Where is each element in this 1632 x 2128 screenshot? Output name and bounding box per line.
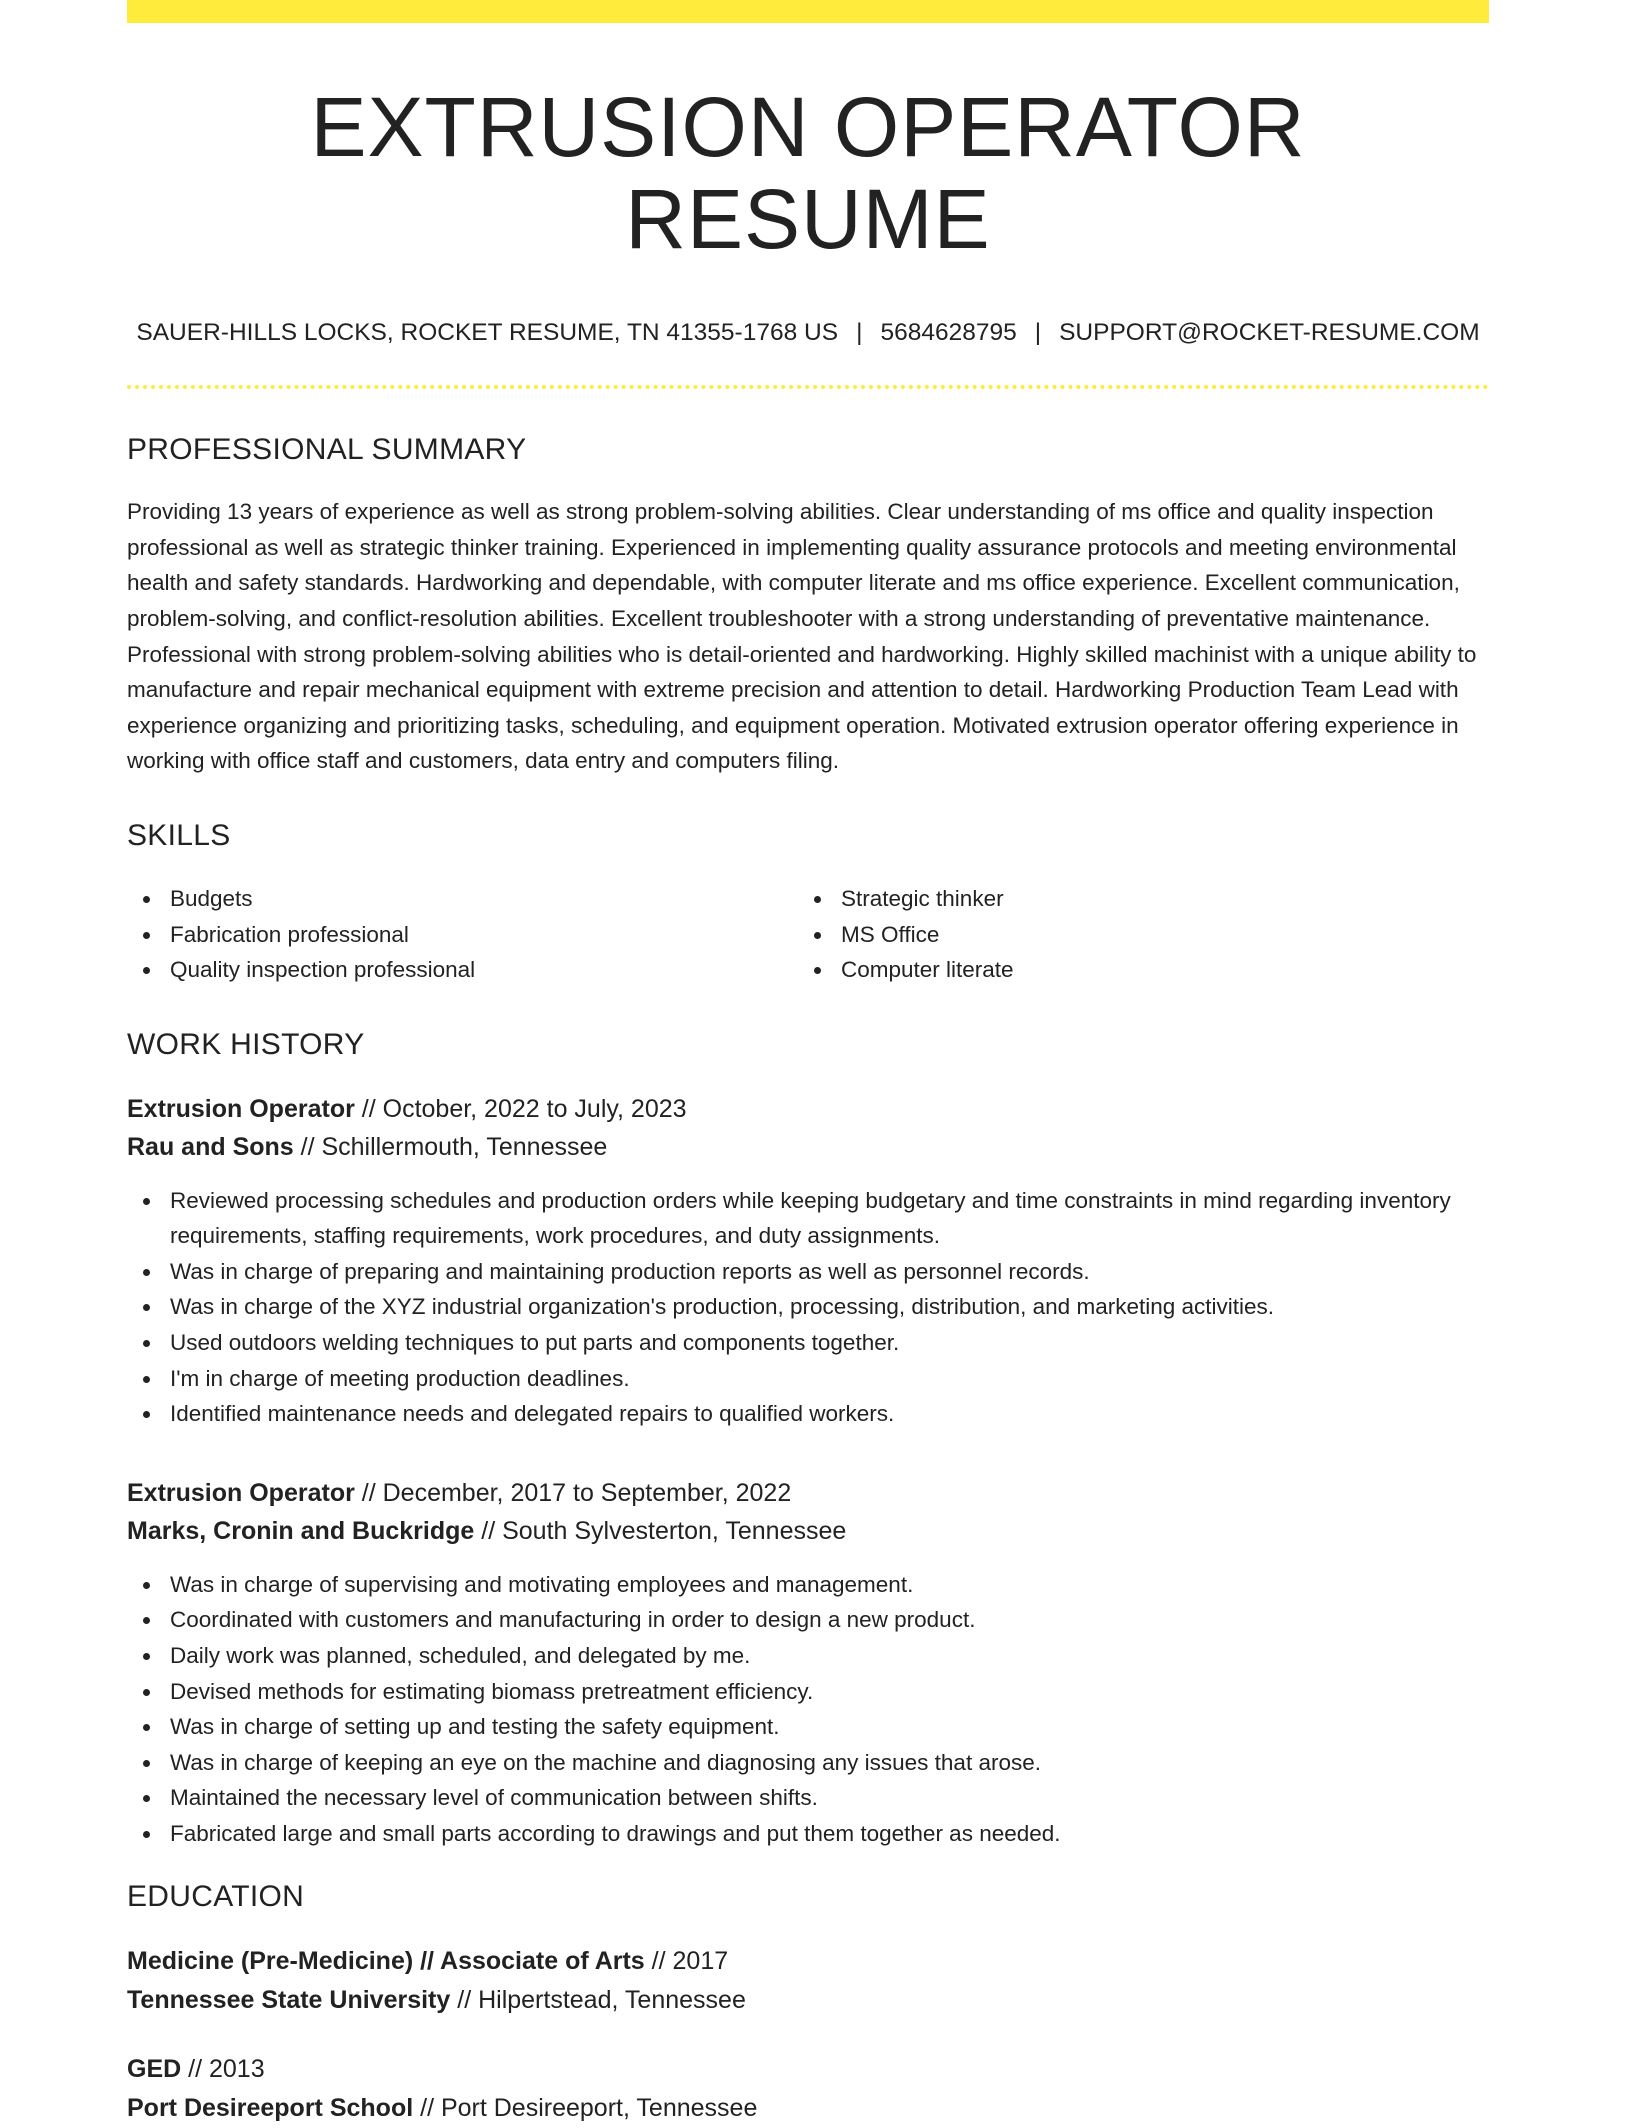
education-year: // 2013 (188, 2054, 265, 2083)
job-title-line (127, 1090, 1489, 1128)
summary-heading: PROFESSIONAL SUMMARY (127, 433, 527, 467)
skill-item: Budgets (127, 881, 798, 917)
education-degree-line (127, 2050, 1489, 2089)
job-company: Rau and Sons (127, 1132, 294, 1161)
job-company-line (127, 1128, 1489, 1166)
job-bullet: Was in charge of keeping an eye on the machine and diagnosing any issues that arose. (127, 1745, 1489, 1781)
education-year: // 2017 (651, 1946, 729, 1975)
top-accent-bar (127, 0, 1489, 23)
skill-item: Computer literate (798, 952, 1469, 988)
education-location: // Hilpertstead, Tennessee (457, 1985, 746, 2014)
contact-separator: | (1034, 318, 1042, 346)
education-school-line (127, 2089, 1489, 2128)
skills-column-left (127, 881, 798, 988)
job-entry (127, 1090, 1489, 1432)
education-degree-line (127, 1942, 1489, 1981)
job-bullet: Identified maintenance needs and delegated repairs to qualified workers. (127, 1396, 1489, 1432)
skill-item: Strategic thinker (798, 881, 1469, 917)
education-school-line (127, 1981, 1489, 2020)
job-dates: // October, 2022 to July, 2023 (361, 1094, 687, 1123)
contact-separator: | (856, 318, 863, 346)
job-bullet: Devised methods for estimating biomass pretreatment efficiency. (127, 1674, 1489, 1710)
contact-email: SUPPORT@ROCKET-RESUME.COM (1059, 318, 1480, 346)
education-degree: Medicine (Pre-Medicine) // Associate of Arts (127, 1946, 645, 1975)
education-degree: GED (127, 2054, 182, 2083)
education-school: Tennessee State University (127, 1985, 451, 2014)
contact-address: SAUER-HILLS LOCKS, ROCKET RESUME, TN 41355-1768 US (136, 318, 839, 346)
job-bullet: Fabricated large and small parts according to drawings and put them together as needed. (127, 1816, 1489, 1852)
job-bullet: Was in charge of supervising and motivating employees and management. (127, 1567, 1489, 1603)
education-heading: EDUCATION (127, 1879, 305, 1913)
job-dates: // December, 2017 to September, 2022 (361, 1478, 792, 1507)
work-history-heading: WORK HISTORY (127, 1027, 365, 1061)
job-bullet: Maintained the necessary level of communication between shifts. (127, 1780, 1489, 1816)
resume-page (127, 0, 1489, 2128)
education-school: Port Desireeport School (127, 2093, 414, 2122)
job-title: Extrusion Operator (127, 1478, 355, 1507)
dotted-divider (127, 385, 1489, 389)
resume-title: EXTRUSION OPERATOR RESUME (310, 80, 1306, 267)
job-title: Extrusion Operator (127, 1094, 355, 1123)
contact-phone: 5684628795 (880, 318, 1017, 346)
job-bullet: Coordinated with customers and manufacturing in order to design a new product. (127, 1602, 1489, 1638)
job-company: Marks, Cronin and Buckridge (127, 1516, 475, 1545)
skill-item: Quality inspection professional (127, 952, 798, 988)
skill-item: Fabrication professional (127, 917, 798, 953)
contact-line (127, 318, 1489, 347)
job-bullets (127, 1183, 1489, 1432)
skills-heading: SKILLS (127, 818, 231, 852)
job-bullet: Was in charge of preparing and maintaining production reports as well as personnel records. (127, 1254, 1489, 1290)
summary-text: Providing 13 years of experience as well as strong problem-solving abilities. Clear understanding of ms office and quality inspection professional as well as strategic thinker training. Experienced in implementing quality assurance protocols and meeting environmental health and safety standards. Hardworking and dependable, with computer literate and ms office experience. Excellent communication, problem-solving, and conflict-resolution abilities. Excellent troubleshooter with a strong understanding of preventative maintenance. Professional with strong problem-solving abilities who is detail-oriented and hardworking. Highly skilled machinist with a unique ability to manufacture and repair mechanical equipment with extreme precision and attention to detail. Hardworking Production Team Lead with experience organizing and prioritizing tasks, scheduling, and equipment operation. Motivated extrusion operator offering experience in working with office staff and customers, data entry and computers filing. (127, 499, 1477, 774)
skill-item: MS Office (798, 917, 1469, 953)
job-bullet: Was in charge of setting up and testing the safety equipment. (127, 1709, 1489, 1745)
job-bullet: Daily work was planned, scheduled, and delegated by me. (127, 1638, 1489, 1674)
job-entry (127, 1474, 1489, 1852)
job-location: // South Sylvesterton, Tennessee (481, 1516, 847, 1545)
job-company-line (127, 1512, 1489, 1550)
job-bullet: I'm in charge of meeting production deadlines. (127, 1361, 1489, 1397)
job-bullet: Was in charge of the XYZ industrial organization's production, processing, distribution, and marketing activities. (127, 1289, 1489, 1325)
education-entry (127, 1942, 1489, 2020)
education-location: // Port Desireeport, Tennessee (420, 2093, 758, 2122)
skills-list (127, 881, 1489, 988)
job-location: // Schillermouth, Tennessee (300, 1132, 608, 1161)
education-entry (127, 2050, 1489, 2128)
job-bullets (127, 1567, 1489, 1852)
skills-column-right (798, 881, 1469, 988)
job-bullet: Reviewed processing schedules and production orders while keeping budgetary and time constraints in mind regarding inventory requirements, staffing requirements, work procedures, and duty assignments. (127, 1183, 1489, 1254)
job-bullet: Used outdoors welding techniques to put parts and components together. (127, 1325, 1489, 1361)
job-title-line (127, 1474, 1489, 1512)
